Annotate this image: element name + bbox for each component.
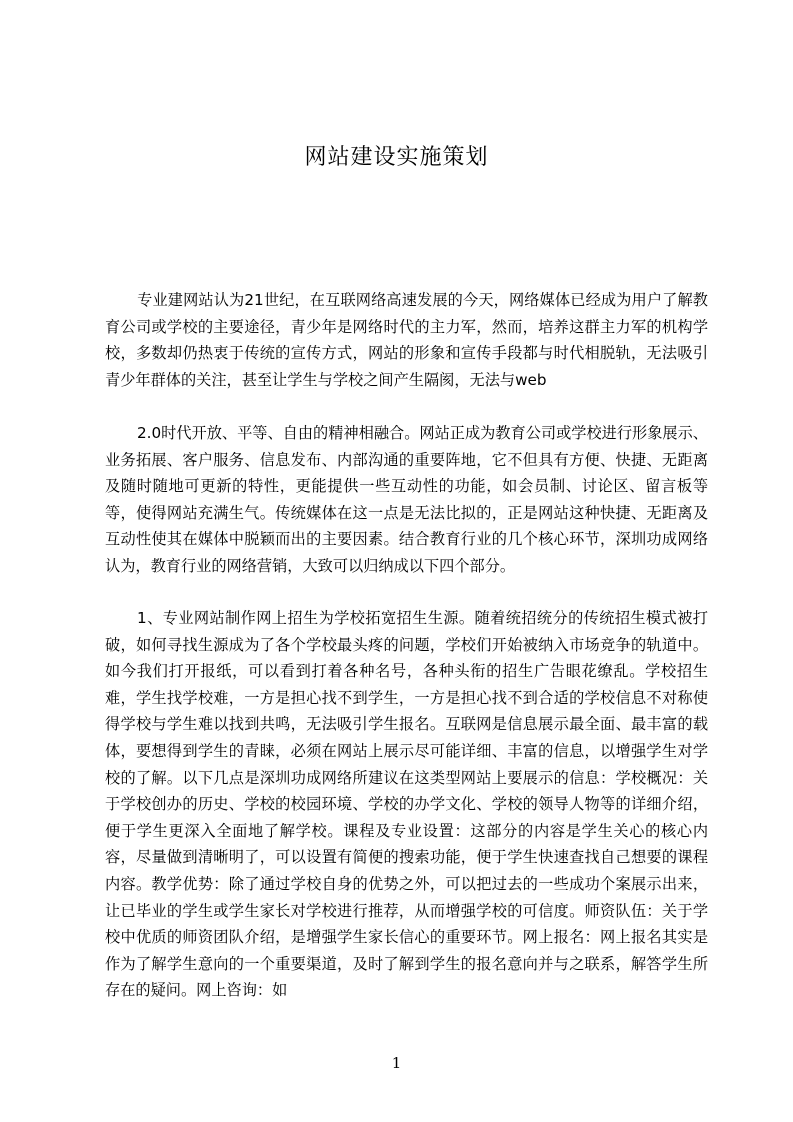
paragraph-intro bbox=[105, 287, 708, 393]
paragraph-intro-text: 专业建网站认为21世纪，在互联网络高速发展的今天，网络媒体已经成为用户了解教育公司或学校的主要途径，青少年是网络时代的主力军，然而，培养这群主力军的机构学校，多数却仍热衷于传统的宣传方式，网站的形象和宣传手段都与时代相脱轨，无法吸引青少年群体的关注，甚至让学生与学校之间产生隔阂，无法与web bbox=[105, 291, 708, 389]
page-number: 1 bbox=[391, 1054, 402, 1072]
paragraph-web20-text: 2.0时代开放、平等、自由的精神相融合。网站正成为教育公司或学校进行形象展示、业务拓展、客户服务、信息发布、内部沟通的重要阵地，它不但具有方便、快捷、无距离及随时随地可更新的特性，更能提供一些互动性的功能，如会员制、讨论区、留言板等等，使得网站充满生气。传统媒体在这一点是无法比拟的，正是网站这种快捷、无距离及互动性使其在媒体中脱颖而出的主要因素。结合教育行业的几个核心环节，深圳功成网络认为，教育行业的网络营销，大致可以归纳成以下四个部分。 bbox=[105, 424, 708, 575]
paragraph-online-enrollment bbox=[105, 605, 708, 1004]
paragraph-web20 bbox=[105, 420, 708, 580]
document-title: 网站建设实施策划 bbox=[304, 145, 489, 170]
paragraph-online-enrollment-text: 1、专业网站制作网上招生为学校拓宽招生生源。随着统招统分的传统招生模式被打破，如何寻找生源成为了各个学校最头疼的问题，学校们开始被纳入市场竞争的轨道中。如今我们打开报纸，可以看到打着各种名号，各种头衔的招生广告眼花缭乱。学校招生难，学生找学校难，一方是担心找不到学生，一方是担心找不到合适的学校信息不对称使得学校与学生难以找到共鸣，无法吸引学生报名。互联网是信息展示最全面、最丰富的载体，要想得到学生的青睐，必须在网站上展示尽可能详细、丰富的信息，以增强学生对学校的了解。以下几点是深圳功成网络所建议在这类型网站上要展示的信息：学校概况：关于学校创办的历史、学校的校园环境、学校的办学文化、学校的领导人物等的详细介绍，便于学生更深入全面地了解学校。课程及专业设置：这部分的内容是学生关心的核心内容，尽量做到清晰明了，可以设置有简便的搜索功能，便于学生快速查找自己想要的课程内容。教学优势：除了通过学校自身的优势之外，可以把过去的一些成功个案展示出来，让已毕业的学生或学生家长对学校进行推荐，从而增强学校的可信度。师资队伍：关于学校中优质的师资团队介绍，是增强学生家长信心的重要环节。网上报名：网上报名其实是作为了解学生意向的一个重要渠道，及时了解到学生的报名意向并与之联系，解答学生所存在的疑问。网上咨询：如 bbox=[105, 609, 708, 1000]
